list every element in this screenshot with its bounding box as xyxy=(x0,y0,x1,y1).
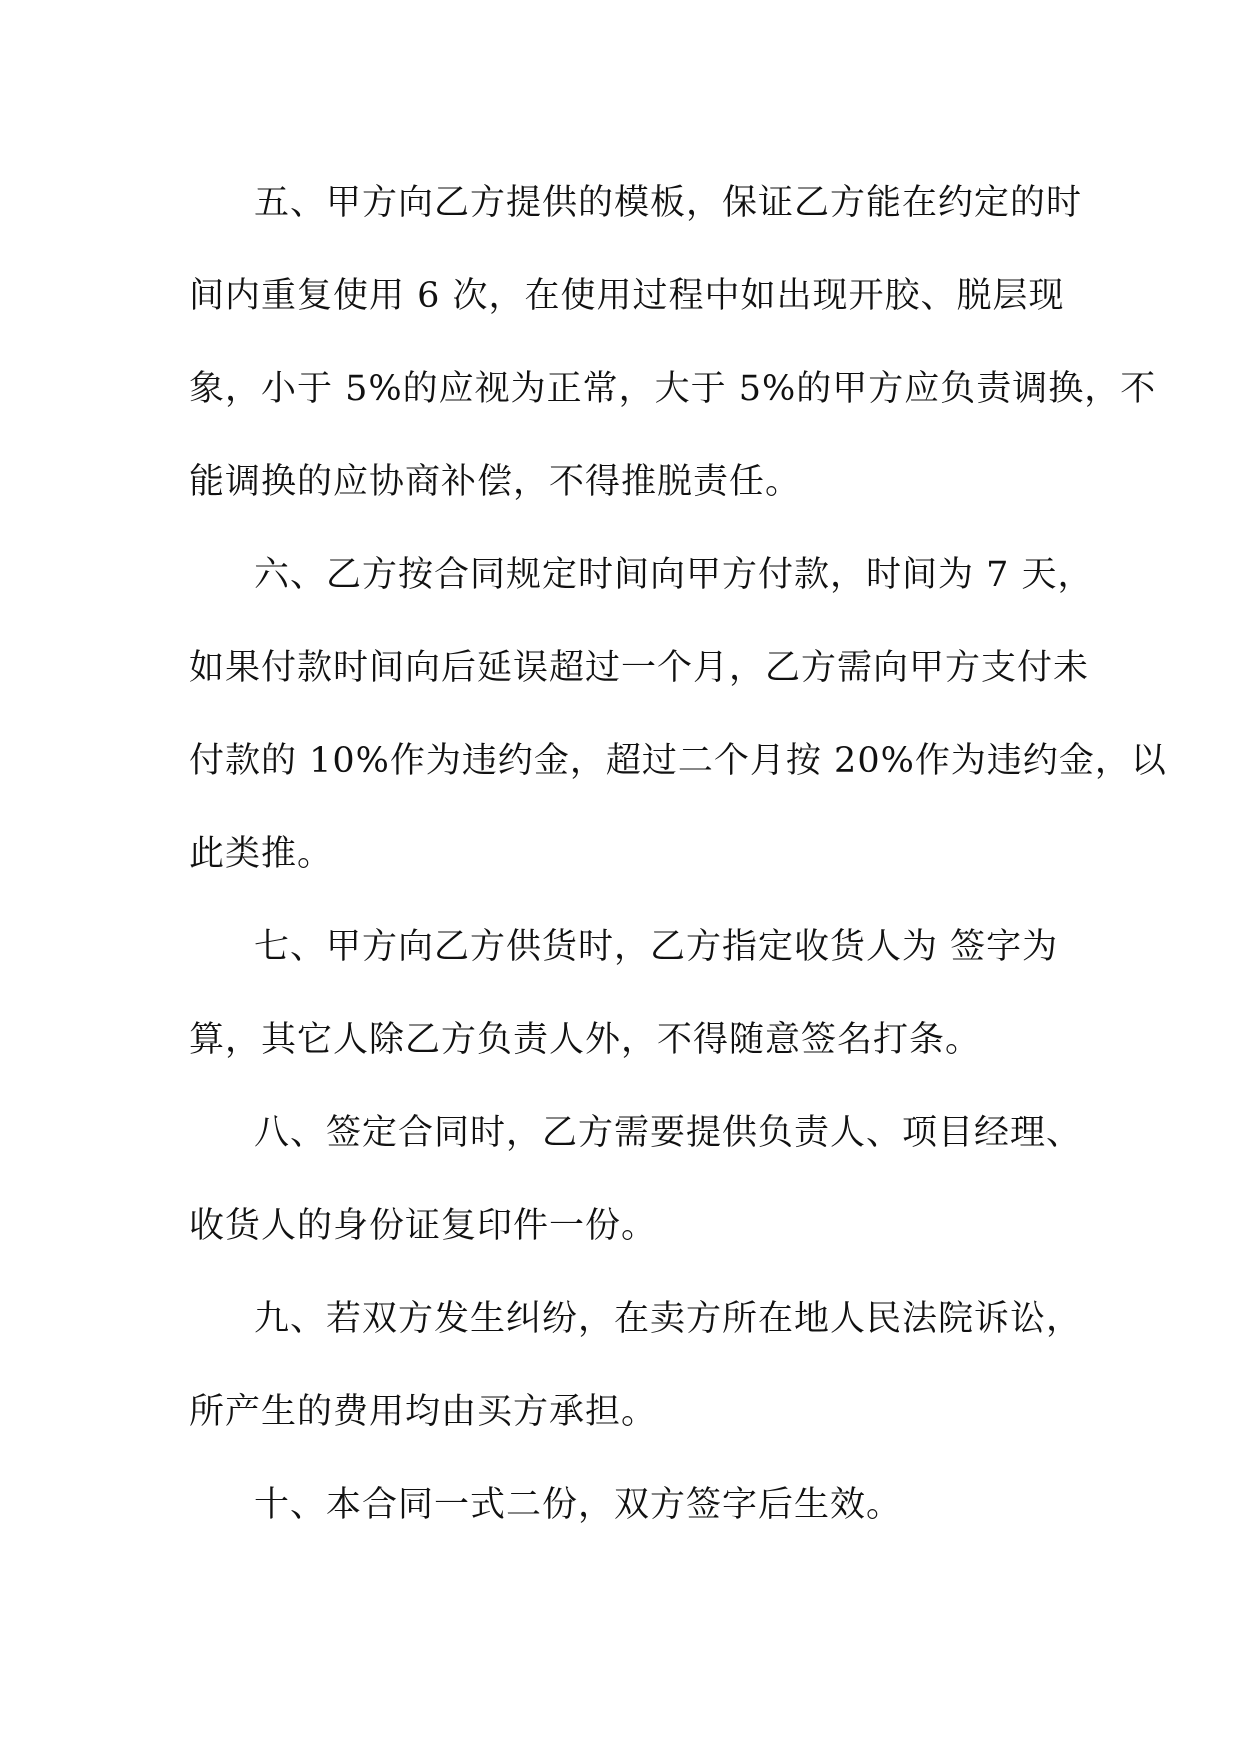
clause-8-line-2: 收货人的身份证复印件一份。 xyxy=(189,1206,658,1246)
clause-5-line-4: 能调换的应协商补偿，不得推脱责任。 xyxy=(189,462,802,502)
clause-6-line-1: 六、乙方按合同规定时间向甲方付款，时间为 7 天， xyxy=(254,555,1094,595)
clause-6-line-4: 此类推。 xyxy=(189,834,334,874)
clause-8-line-1: 八、签定合同时，乙方需要提供负责人、项目经理、 xyxy=(254,1113,1083,1153)
clause-6-line-2: 如果付款时间向后延误超过一个月，乙方需向甲方支付未 xyxy=(189,648,1090,688)
clause-7-line-1: 七、甲方向乙方供货时，乙方指定收货人为 签字为 xyxy=(254,927,1059,967)
clause-5-line-2: 间内重复使用 6 次，在使用过程中如出现开胶、脱层现 xyxy=(189,276,1065,316)
clause-7-line-2: 算，其它人除乙方负责人外，不得随意签名打条。 xyxy=(189,1020,982,1060)
clause-5-line-1: 五、甲方向乙方提供的模板，保证乙方能在约定的时 xyxy=(254,183,1083,223)
clause-9-line-2: 所产生的费用均由买方承担。 xyxy=(189,1392,658,1432)
clause-5-line-3: 象，小于 5%的应视为正常，大于 5%的甲方应负责调换，不 xyxy=(189,369,1157,409)
clause-10-line-1: 十、本合同一式二份，双方签字后生效。 xyxy=(254,1485,903,1525)
clause-6-line-3: 付款的 10%作为违约金，超过二个月按 20%作为违约金，以 xyxy=(189,741,1167,781)
clause-9-line-1: 九、若双方发生纠纷，在卖方所在地人民法院诉讼， xyxy=(254,1299,1083,1339)
